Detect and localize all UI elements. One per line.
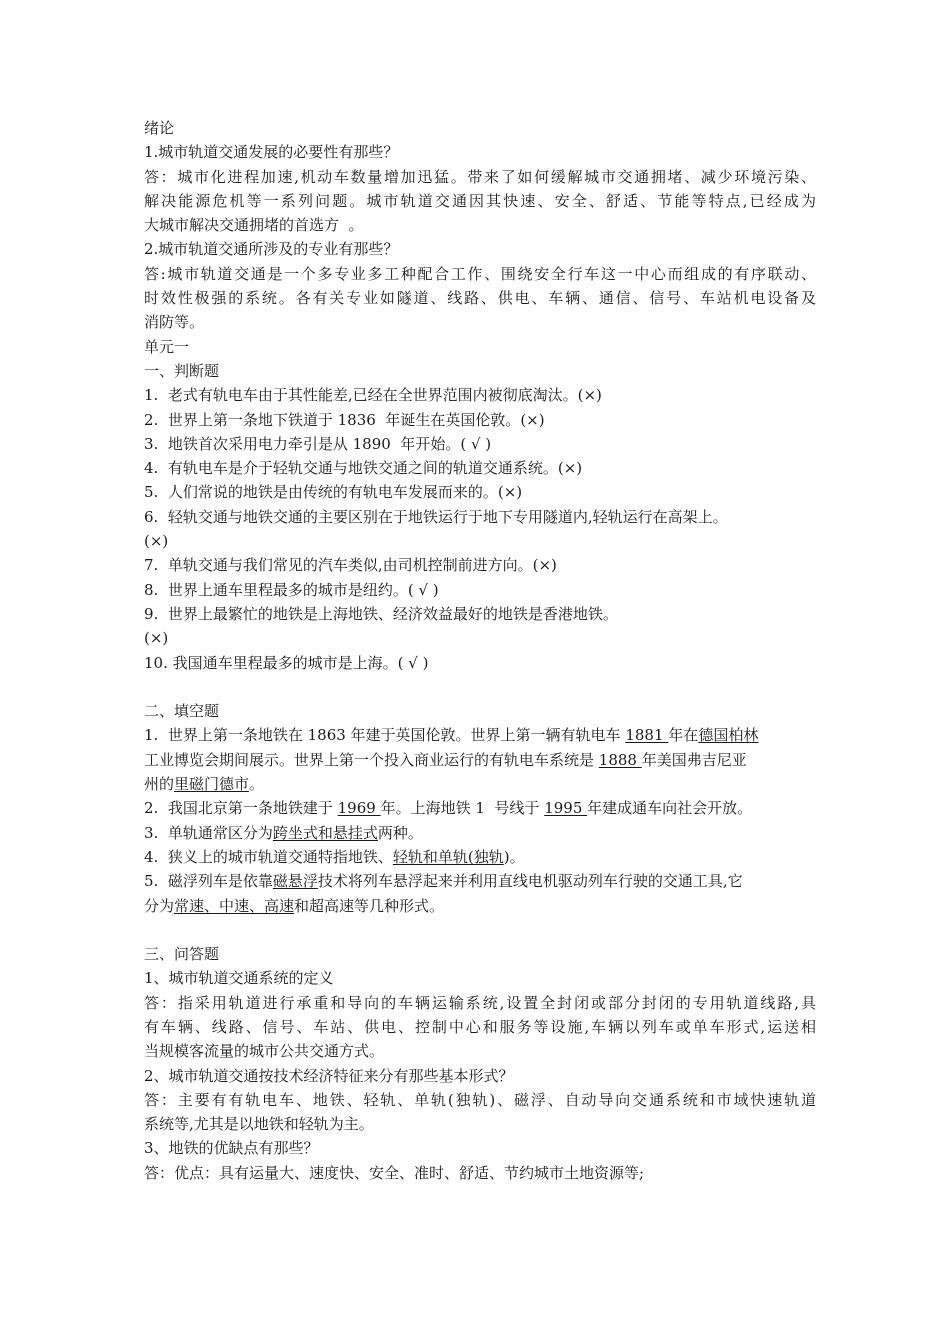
unit-heading: 单元一	[144, 337, 190, 356]
intro-question-1: 1.城市轨道交通发展的必要性有那些？	[144, 143, 399, 162]
spacer	[144, 918, 816, 942]
intro-answer-1-line-2: 解决能源危机等一系列问题。城市轨道交通因其快速、安全、舒适、节能等特点,已经成为	[144, 191, 816, 210]
qa-answer-2-line-2: 系统等,尤其是以地铁和轻轨为主。	[144, 1115, 374, 1134]
fill-item-2: 2. 我国北京第一条地铁建于 1969 年。上海地铁 1 号线于 1995 年建成通车向社会开放。	[144, 799, 753, 818]
judge-item: 3. 地铁首次采用电力牵引是从 1890 年开始。( √ )	[144, 434, 492, 453]
intro-heading: 绪论	[144, 119, 175, 137]
fill-answer: 德国柏林	[698, 726, 759, 745]
judge-heading: 一、判断题	[144, 361, 220, 380]
fill-answer: 1888	[598, 750, 642, 769]
document-page	[144, 116, 816, 1185]
fill-item-1-line-2: 工业博览会期间展示。世界上第一个投入商业运行的有轨电车系统是 1888 年美国弗吉尼亚	[144, 750, 747, 769]
qa-answer-1-line-2: 有车辆、线路、信号、车站、供电、控制中心和服务等设施,车辆以列车或单车形式,运送相	[144, 1017, 816, 1036]
qa-answer-1-line-3: 当规模客流量的城市公共交通方式。	[144, 1042, 385, 1061]
qa-answer-1-line-1: 答：指采用轨道进行承重和导向的车辆运输系统,设置全封闭或部分封闭的专用轨道线路,具	[144, 993, 816, 1012]
fill-answer: 里磁门德市	[174, 775, 250, 794]
judge-item: 6. 轻轨交通与地铁交通的主要区别在于地铁运行于地下专用隧道内,轻轨运行在高架上。	[144, 507, 728, 526]
fill-item-4: 4. 狭义上的城市轨道交通特指地铁、轻轨和单轨(独轨)。	[144, 847, 525, 866]
qa-answer-2-line-1: 答：主要有有轨电车、地铁、轻轨、单轨(独轨)、磁浮、自动导向交通系统和市域快速轨道	[144, 1090, 816, 1109]
judge-item: 1. 老式有轨电车由于其性能差,已经在全世界范围内被彻底淘汰。(×)	[144, 386, 602, 405]
qa-question-3: 3、地铁的优缺点有那些？	[144, 1139, 319, 1158]
fill-item-1-line-3: 州的里磁门德市。	[144, 775, 265, 794]
judge-item: 8. 世界上通车里程最多的城市是纽约。( √ )	[144, 580, 439, 599]
fill-heading: 二、填空题	[144, 702, 220, 721]
qa-heading: 三、问答题	[144, 945, 220, 964]
fill-item-5-line-2: 分为常速、中速、高速和超高速等几种形式。	[144, 896, 445, 915]
judge-item: 5. 人们常说的地铁是由传统的有轨电车发展而来的。(×)	[144, 483, 523, 502]
fill-answer: 常速、中速、高速	[174, 896, 295, 915]
fill-answer: 轻轨和单轨(独轨	[392, 847, 504, 866]
qa-question-2: 2、城市轨道交通按技术经济特征来分有那些基本形式？	[144, 1066, 514, 1085]
intro-answer-2-line-2: 时效性极强的系统。各有关专业如隧道、线路、供电、车辆、通信、信号、车站机电设备及	[144, 289, 816, 308]
judge-item: 7. 单轨交通与我们常见的汽车类似,由司机控制前进方向。(×)	[144, 556, 557, 575]
intro-answer-2-line-1: 答:城市轨道交通是一个多专业多工种配合工作、围绕安全行车这一中心而组成的有序联动、	[144, 264, 816, 283]
qa-question-1: 1、城市轨道交通系统的定义	[144, 969, 334, 988]
judge-item: (×)	[144, 629, 169, 648]
judge-item: 4. 有轨电车是介于轻轨交通与地铁交通之间的轨道交通系统。(×)	[144, 459, 583, 478]
fill-item-5-line-1: 5. 磁浮列车是依靠磁悬浮技术将列车悬浮起来并利用直线电机驱动列车行驶的交通工具,它	[144, 872, 743, 891]
fill-answer: 1995	[544, 799, 588, 818]
judge-item: (×)	[144, 532, 169, 551]
intro-question-2: 2.城市轨道交通所涉及的专业有那些？	[144, 240, 399, 259]
judge-item: 10. 我国通车里程最多的城市是上海。( √ )	[144, 653, 429, 672]
fill-answer: 跨坐式和悬挂式	[272, 823, 378, 842]
fill-item-3: 3. 单轨通常区分为跨坐式和悬挂式两种。	[144, 823, 423, 842]
spacer	[144, 675, 816, 699]
qa-answer-3: 答：优点：具有运量大、速度快、安全、准时、舒适、节约城市土地资源等;	[144, 1163, 645, 1182]
intro-answer-1-line-3: 大城市解决交通拥堵的首选方 。	[144, 216, 364, 235]
judge-item: 2. 世界上第一条地下铁道于 1836 年诞生在英国伦敦。(×)	[144, 410, 545, 429]
judge-item: 9. 世界上最繁忙的地铁是上海地铁、经济效益最好的地铁是香港地铁。	[144, 604, 618, 623]
fill-item-1-line-1: 1. 世界上第一条地铁在 1863 年建于英国伦敦。世界上第一辆有轨电车 1881 年在德国柏林	[144, 726, 759, 745]
intro-answer-1-line-1: 答：城市化进程加速,机动车数量增加迅猛。带来了如何缓解城市交通拥堵、减少环境污染、	[144, 167, 816, 186]
fill-answer: 1969	[337, 799, 381, 818]
fill-answer: 磁悬浮	[272, 872, 318, 891]
fill-answer: 1881	[625, 726, 669, 745]
intro-answer-2-line-3: 消防等。	[144, 313, 205, 332]
